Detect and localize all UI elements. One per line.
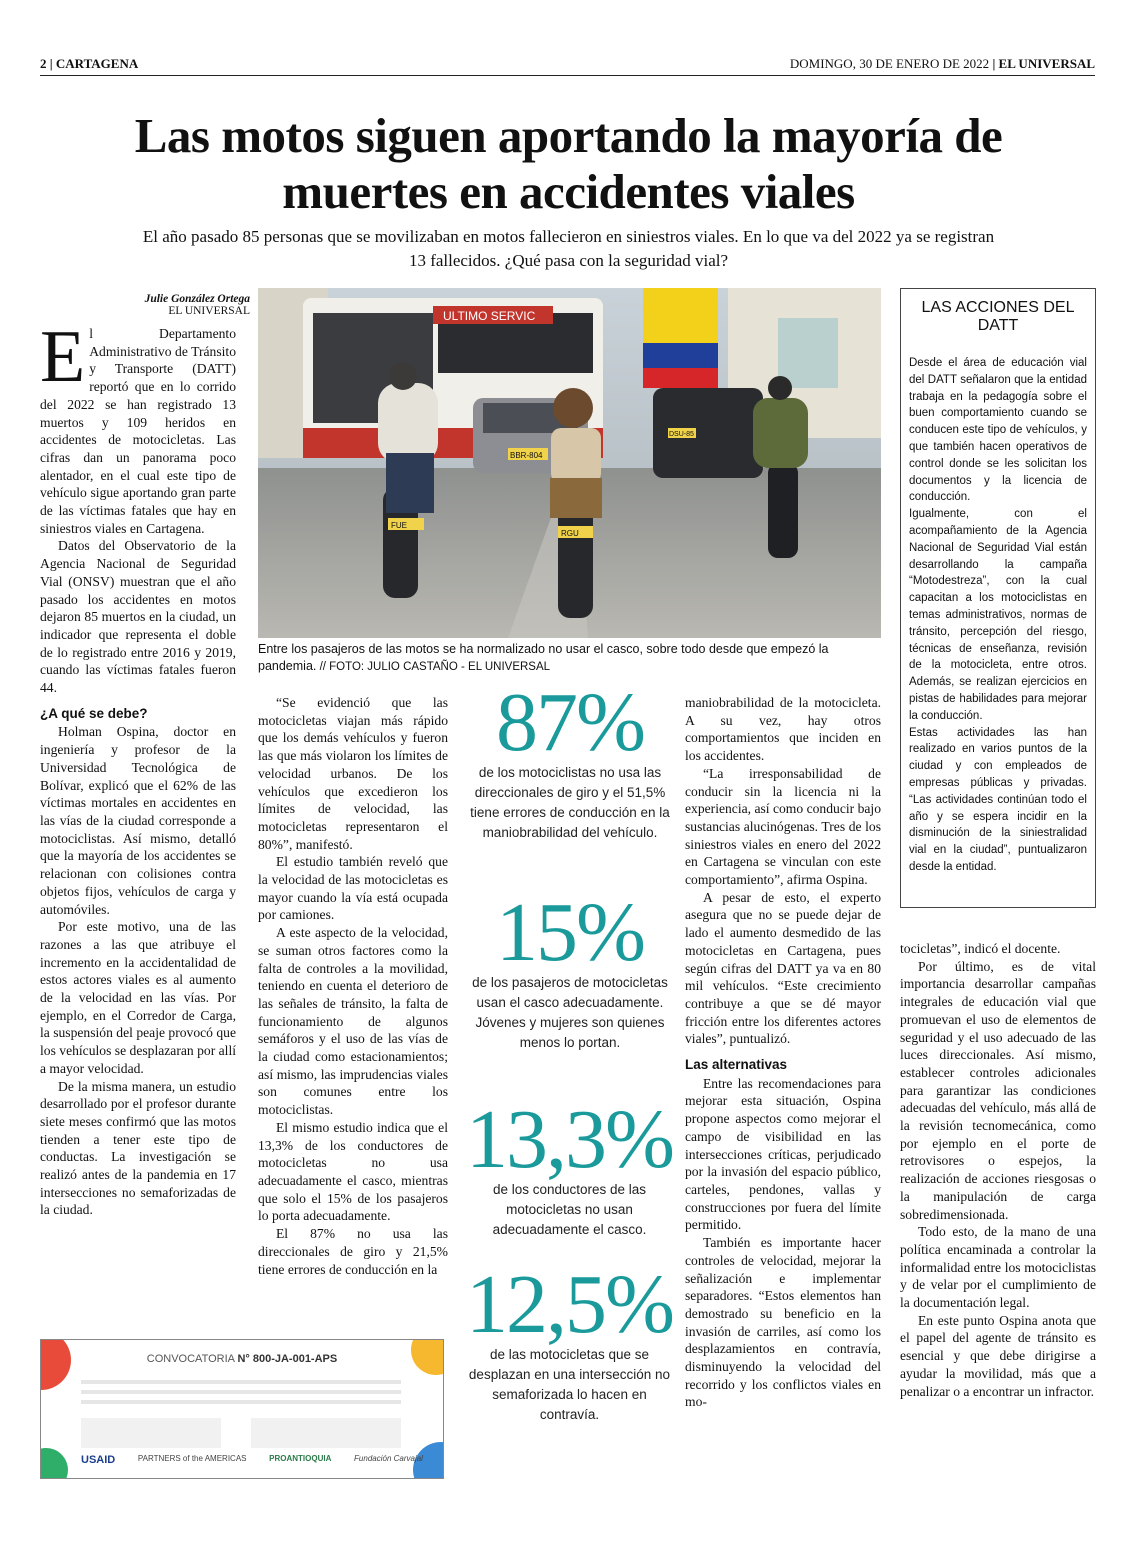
paragraph: El Departamento Administrativo de Tránsito y Transporte (DATT) reportó que en lo corrido del 2022 se han registrado 13 muertos y 109 heridos en accidentes de motocicletas. Las cifras dan un panorama poco alentador, en el cual este tipo de vehículo sigue aportando gran parte de las víctimas fatales que hay en siniestros viales en Cartagena. [40,316,236,536]
paragraph: Por este motivo, una de las razones a las que atribuye el incremento en la accidentalidad de estos actores viales es al aumento de la velocidad en las vías. Por ejemplo, en el Corredor de Carga, la suspensión del peaje provocó que los vehículos se desplazaran por allí a mayor velocidad. [40,919,236,1076]
paragraph: A pesar de esto, el experto asegura que no se puede dejar de lado el aumento desmedido de las motocicletas en Cartagena, pues según cifras del DATT ya va en 80 mil vehículos. “Este crecimiento contribuye a que se dé mayor fricción entre los diferentes actores viales”, puntualizó. [685,889,881,1047]
stat-number: 15% [496,886,644,979]
ad-title: CONVOCATORIA N° 800-JA-001-APS [146,1353,338,1365]
paragraph: El mismo estudio indica que el 13,3% de los conductores de motocicletas no usa adecuadamente el casco, mientras que solo el 15% de los pasajeros lo porta adecuadamente. [258,1119,448,1224]
sidebar-paragraph: Estas actividades las han realizado en varios puntos de la ciudad y con empleados de empresas públicas y privadas. “Las actividades continúan todo el año y se espera incidir en la disminución de la siniestralidad vial en la ciudad”, puntualizaron desde la entidad. [909,726,1087,873]
sidebar-paragraph: Igualmente, con el acompañamiento de la Agencia Nacional de Seguridad Vial están desarrollando la campaña “Motodestreza”, con la cual capacitan a los motociclistas en temas administrativos, normas de tránsito, percepción del riesgo, técnicas de enseñanza, revisión de la motocicleta, entre otros. Además, se realizan ejercicios en pistas de habilidades para mejorar la conducción. [909,508,1087,722]
stat-block [462,1258,677,1425]
stat-text: de los pasajeros de motocicletas usan el casco adecuadamente. Jóvenes y mujeres son quienes menos lo portan. [472,975,668,1050]
stat-number: 12,5% [466,1258,673,1351]
paragraph: En este punto Ospina anota que el papel del agente de tránsito es esencial y que debe dirigirse a ayudar la movilidad, más que a penalizar o a encontrar un infractor. [900,1312,1096,1399]
column-3 [685,694,881,1411]
logo-carvajal: Fundación Carvajal [354,1454,423,1463]
paragraph: maniobrabilidad de la motocicleta. A su vez, hay otros comportamientos que inciden en los accidentes. [685,695,881,764]
photo-caption: Entre los pasajeros de las motos se ha normalizado no usar el casco, sobre todo desde que empezó la pandemia. // FOTO: JULIO CASTAÑO - EL UNIVERSAL [258,642,829,673]
page-header [40,56,1095,76]
paragraph: Todo esto, de la mano de una política encaminada a controlar la informalidad entre los motociclistas y de velar por el cumplimiento de la documentación legal. [900,1224,1096,1311]
paragraph: “La irresponsabilidad de conducir sin la licencia ni la experiencia, así como conducir bajo sustancias alucinógenas. Tres de los siniestros viales en enero del 2022 en Cartagena se vinculan con este comportamiento”, afirma Ospina. [685,765,881,888]
drop-cap: E [40,316,86,398]
headline: Las motos siguen aportando la mayoría de muertes en accidentes viales [134,108,1003,219]
sidebar-paragraph: Desde el área de educación vial del DATT señalaron que la entidad trabaja en la pedagogía sobre el buen comportamiento cuando se conducen este tipo de vehículos, y que también hacen operativos de control donde se les solicitan los documentos y la licencia de conducción. [909,357,1087,504]
stat-block [462,1093,677,1240]
paragraph: También es importante hacer controles de velocidad, mejorar la señalización e implementar separadores. “Estos elementos han demostrado su beneficio en la invasión de carriles, así como los desplazamientos en contravía, disminuyendo la velocidad del recorrido y los conflictos viales en mo- [685,1235,881,1410]
svg-text:DSU-85: DSU-85 [669,431,694,438]
author-name: Julie González Ortega [144,293,250,305]
deck: El año pasado 85 personas que se movilizaban en motos fallecieron en siniestros viales. En lo que va del 2022 ya se registran 13 fallecidos. ¿Qué pasa con la seguridad vial? [142,227,995,270]
column-1 [40,316,236,1219]
stat-text: de los conductores de las motocicletas no usan adecuadamente el casco. [492,1182,647,1237]
author-outlet: EL UNIVERSAL [168,305,250,317]
section-label: 2 | CARTAGENA [40,56,139,71]
byline [40,293,250,317]
stat-block [470,886,670,1053]
advertisement [40,1339,444,1479]
paragraph: “Se evidenció que las motocicletas viajan más rápido que los demás vehículos y fueron las que más violaron los límites de velocidad urbanos. De los vehículos que excedieron los límites de velocidad, las motocicletas representaron el 80%”, manifestó. [258,695,448,852]
svg-text:BBR-804: BBR-804 [510,451,543,460]
stat-number: 13,3% [466,1093,673,1186]
stat-text: de los motociclistas no usa las direccionales de giro y el 51,5% tiene errores de conducción en la maniobrabilidad del vehículo. [470,765,670,840]
column-2 [258,694,448,1278]
logo-usaid: USAID [81,1454,116,1466]
date-and-paper [790,56,1095,72]
paragraph: El 87% no usa las direccionales de giro y 21,5% tiene errores de conducción en la [258,1226,448,1277]
paragraph: El estudio también reveló que la velocidad de las motocicletas es mayor cuando la vía está ocupada por camiones. [258,854,448,923]
sidebar-title: LAS ACCIONES DEL DATT [921,299,1075,334]
svg-text:ULTIMO SERVIC: ULTIMO SERVIC [443,309,536,323]
logo-partners: PARTNERS of the AMERICAS [137,1454,247,1463]
paragraph: Por último, es de vital importancia desarrollar campañas integrales de educación vial que promuevan el uso de elementos de seguridad y el uso adecuado de las luces direccionales. Así mismo, establecer controles adicionales para garantizar las condiciones adecuadas del vehículo, más allá de la revisión tecnomecánica, como por ejemplo en el porte de retrovisores o espejos, la realización de acciones riesgosas o la manipulación de carga sobredimensionada. [900,958,1096,1222]
main-photo [258,288,881,638]
issue-date: DOMINGO, 30 DE ENERO DE 2022 [789,56,990,71]
subhead: Las alternativas [685,1057,788,1073]
motorcyclists-photo [258,288,881,638]
stat-text: de las motocicletas que se desplazan en una intersección no semaforizada lo hacen en contravía. [468,1347,671,1422]
paragraph: Entre las recomendaciones para mejorar esta situación, Ospina propone aspectos como mejorar el campo de visibilidad en las intersecciones críticas, perjudicado por la invasión del espacio público, carteles, pendones, vallas y construcciones por fuera del límite permitido. [685,1075,881,1233]
paragraph: De la misma manera, un estudio desarrollado por el profesor durante siete meses confirmó que las motos tienden a tener este tipo de conductas. La investigación se realizó antes de la pandemia en 17 intersecciones no semaforizadas de la ciudad. [40,1078,236,1218]
stat-number: 87% [496,676,644,769]
logo-proantioquia: PROANTIOQUIA [269,1454,332,1463]
paragraph: tocicletas”, indicó el docente. [900,941,1061,956]
paper-name: | EL UNIVERSAL [992,56,1095,71]
paragraph: A este aspecto de la velocidad, se suman otros factores como la falta de controles a la movilidad, teniendo en cuenta el deterioro de las señales de tránsito, la falta de funcionamiento de algunos semáforos y el uso de las vías de la ciudad como estacionamientos; así mismo, las imprudencias viales son comunes entre los motociclistas. [258,925,448,1118]
paragraph: Holman Ospina, doctor en ingeniería y profesor de la Universidad Tecnológica de Bolívar, explicó que el 62% de las víctimas mortales en accidentes en las vías de la ciudad corresponde a motociclistas. Así mismo, detalló que la mayoría de los accidentes se relacionan con colisiones contra objetos fijos, vehículos de carga y automóviles. [40,724,236,917]
photo-credit: // FOTO: JULIO CASTAÑO - EL UNIVERSAL [316,661,551,673]
sidebar-box [900,288,1096,908]
svg-text:RGU: RGU [561,529,579,538]
paragraph: Datos del Observatorio de la Agencia Nacional de Seguridad Vial (ONSV) muestran que el año pasado los accidentes en motos dejaron 85 muertos en la ciudad, un indicador que representa el doble de lo registrado entre 2016 y 2019, cuando las víctimas fatales fueron 44. [40,538,236,696]
stat-block [470,676,670,843]
subhead: ¿A qué se debe? [40,705,148,721]
ad-logos [81,1454,423,1466]
svg-text:FUE: FUE [391,521,407,530]
column-4 [900,940,1096,1400]
